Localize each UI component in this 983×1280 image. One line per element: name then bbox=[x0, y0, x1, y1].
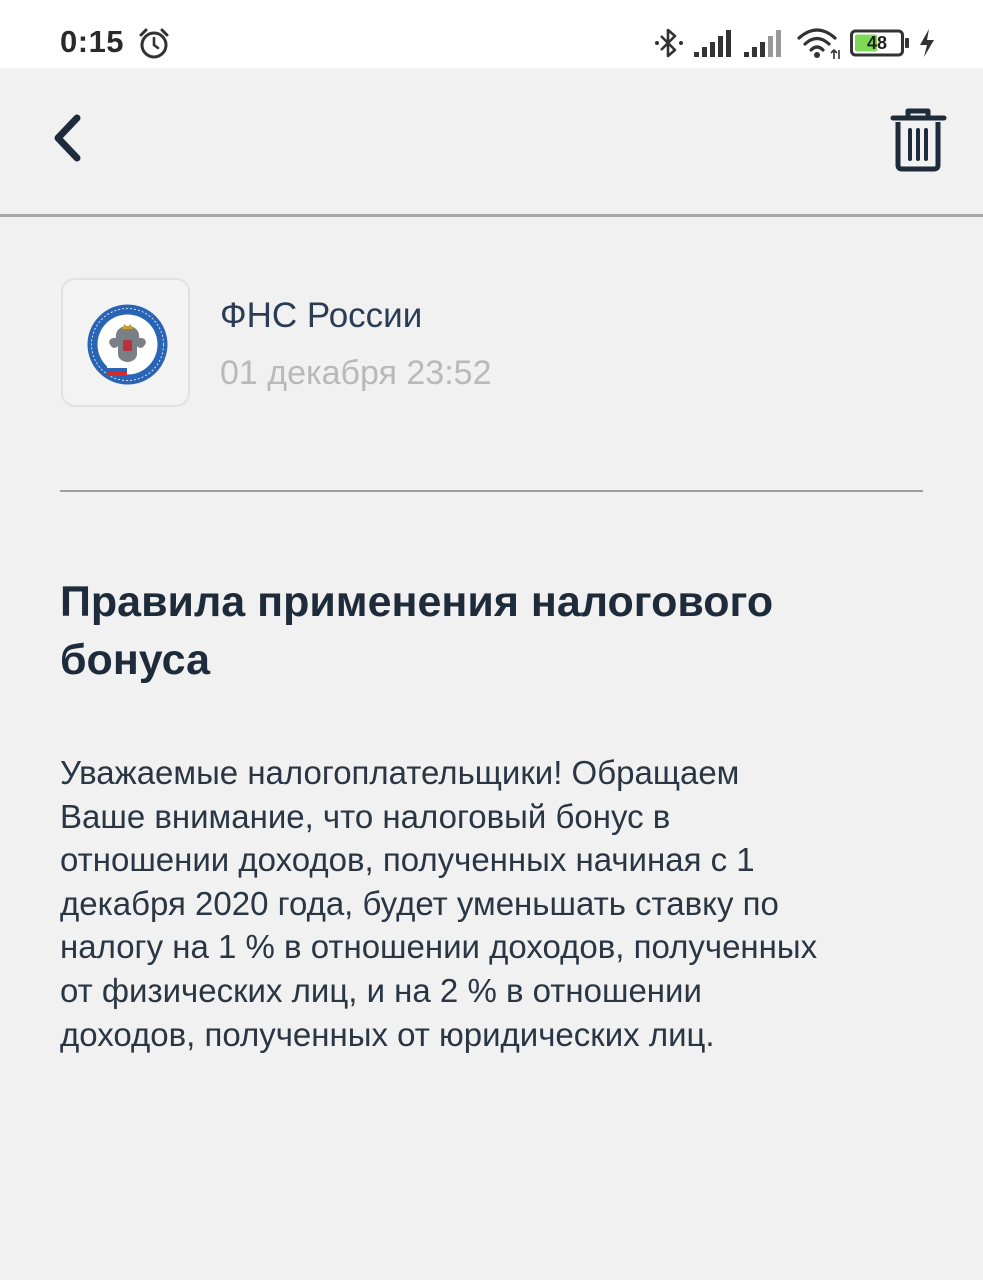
back-button[interactable] bbox=[44, 108, 92, 168]
delete-button[interactable] bbox=[888, 108, 950, 172]
wifi-icon bbox=[796, 26, 842, 60]
message-date: 01 декабря 23:52 bbox=[220, 354, 492, 392]
message-title: Правила применения налогового бонуса bbox=[60, 578, 774, 684]
status-time: 0:15 bbox=[60, 24, 125, 59]
trash-icon bbox=[888, 108, 950, 172]
fns-emblem-icon bbox=[85, 302, 170, 387]
signal-icon bbox=[694, 30, 734, 58]
alarm-icon bbox=[137, 27, 171, 61]
bluetooth-icon bbox=[654, 26, 684, 60]
charging-icon bbox=[918, 28, 936, 58]
sender-name: ФНС России bbox=[220, 296, 423, 335]
message-body: Уважаемые налогоплательщики! Обращаем Ваше внимание, что налоговый бонус в отношении доходов, полученных начиная с 1 декабря 2020 года, будет уменьшать ставку по налогу на 1 % в отношении доходов, полученных от физических лиц, и на 2 % в отношении доходов, полученных от юридических лиц. bbox=[60, 754, 818, 1053]
battery-level: 48 bbox=[866, 33, 888, 53]
battery-icon bbox=[850, 29, 910, 57]
divider bbox=[60, 490, 923, 492]
status-bar bbox=[0, 0, 983, 68]
signal-icon bbox=[744, 30, 784, 58]
chevron-left-icon bbox=[44, 108, 92, 168]
app-header bbox=[0, 68, 983, 217]
sender-logo bbox=[61, 278, 190, 407]
